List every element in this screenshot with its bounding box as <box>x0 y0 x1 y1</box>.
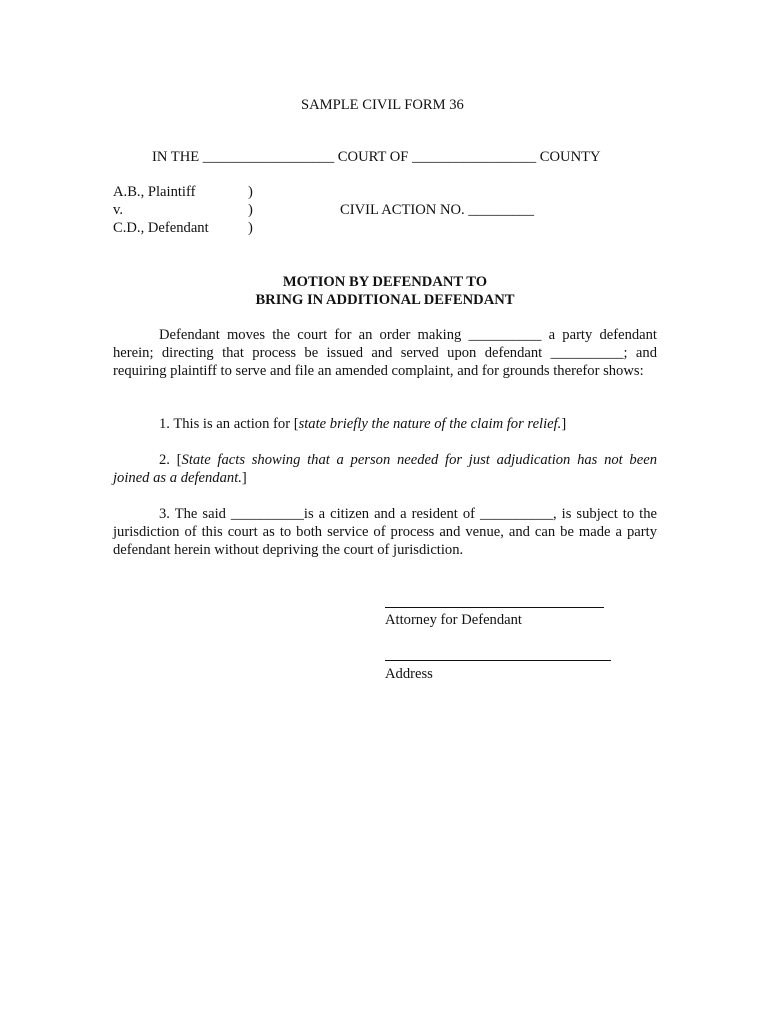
item-2-prefix: 2. [ <box>159 452 182 468</box>
caption-paren: ) <box>248 202 253 218</box>
item-1-prefix: 1. This is an action for [ <box>159 416 299 432</box>
address-line <box>385 660 611 661</box>
caption-paren: ) <box>248 220 253 236</box>
item-2 <box>113 451 657 487</box>
plaintiff-name: A.B., Plaintiff <box>113 184 196 200</box>
item-3: 3. The said __________is a citizen and a resident of __________, is subject to the jurisdiction of this court as to both service of process and venue, and can be made a party defendant herein without depriving the court of jurisdiction. <box>113 506 657 558</box>
attorney-signature-line <box>385 607 604 608</box>
motion-title-line1: MOTION BY DEFENDANT TO <box>282 274 488 290</box>
defendant-name: C.D., Defendant <box>113 220 209 236</box>
court-line: IN THE __________________ COURT OF _________________ COUNTY <box>152 149 601 165</box>
item-1-italic: state briefly the nature of the claim for relief. <box>298 416 562 432</box>
civil-action-number: CIVIL ACTION NO. _________ <box>340 202 535 218</box>
item-1-suffix: ] <box>561 416 567 432</box>
motion-title-line2: BRING IN ADDITIONAL DEFENDANT <box>255 292 515 308</box>
item-2-italic: State facts showing that a person needed for just adjudication has not been joined as a defendant. <box>113 452 657 486</box>
item-1 <box>113 415 657 433</box>
versus-label: v. <box>113 202 123 218</box>
caption-paren: ) <box>248 184 253 200</box>
address-label: Address <box>385 666 433 682</box>
form-title: SAMPLE CIVIL FORM 36 <box>301 97 464 113</box>
attorney-label: Attorney for Defendant <box>385 612 522 628</box>
item-2-suffix: ] <box>241 470 247 486</box>
intro-paragraph: Defendant moves the court for an order making __________ a party defendant herein; directing that process be issued and served upon defendant __________; and requiring plaintiff to serve and file an amended complaint, and for grounds therefor shows: <box>113 327 657 379</box>
